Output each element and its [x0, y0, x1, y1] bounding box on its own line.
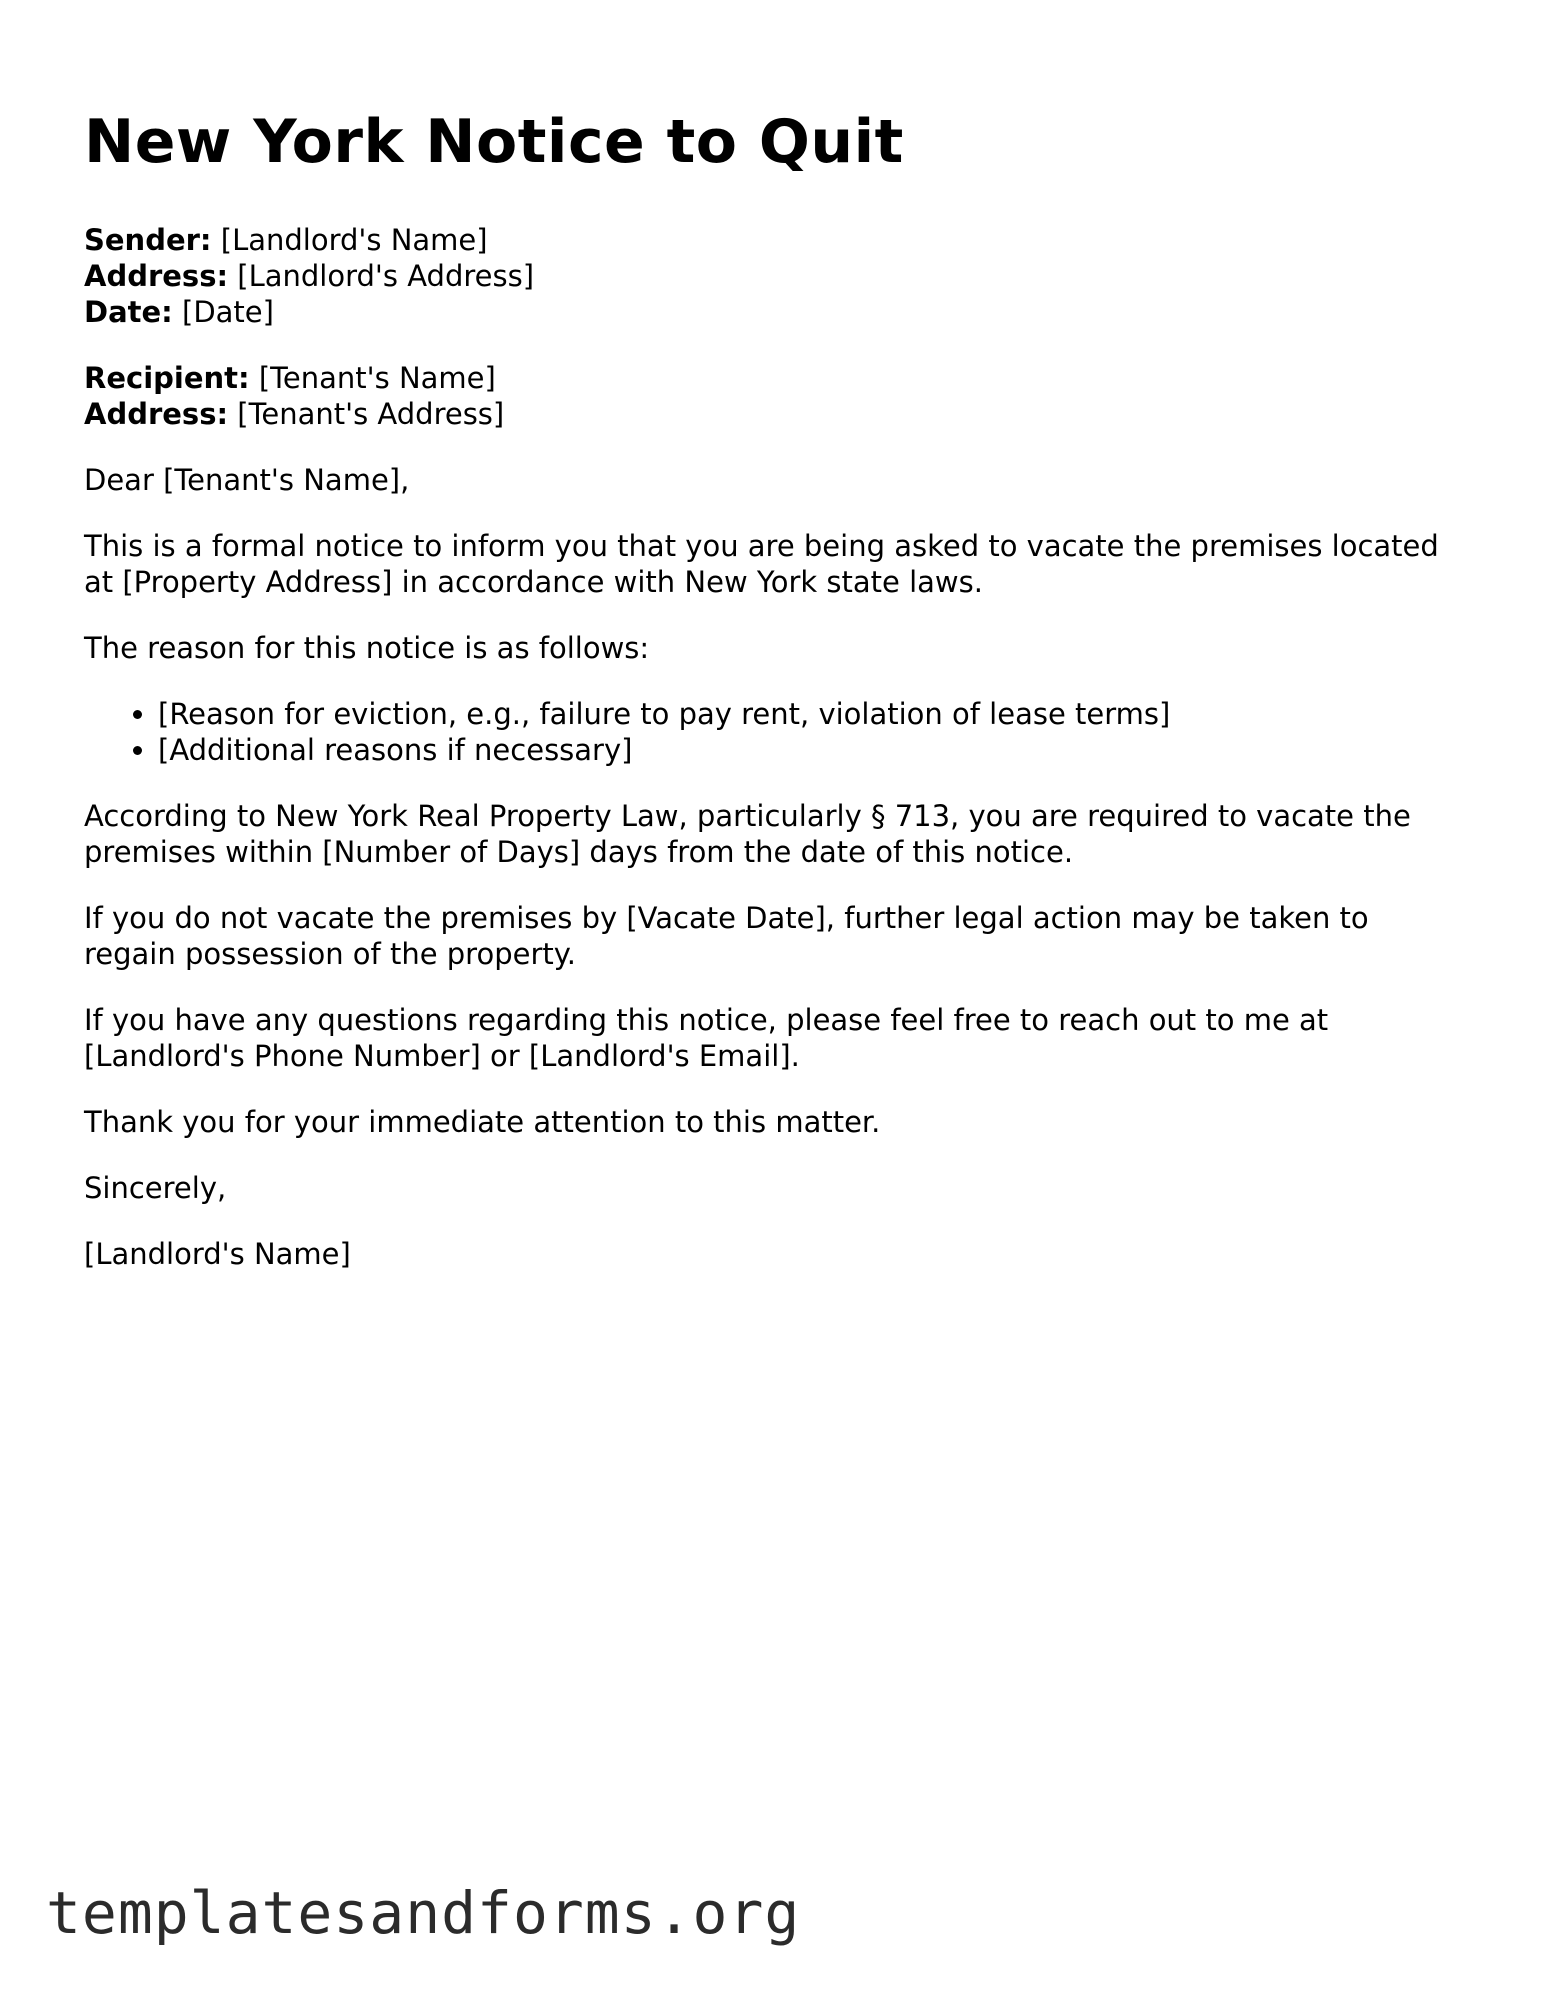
thanks-paragraph: Thank you for your immediate attention to this matter. — [84, 1105, 881, 1139]
sender-line — [84, 222, 1464, 258]
sender-address-line — [84, 258, 1464, 294]
contact-paragraph: If you have any questions regarding this notice, please feel free to reach out to me at [Landlord's Phone Number] or [Landlord's Email]. — [84, 1003, 1329, 1073]
recipient-label: Recipient: — [84, 361, 250, 395]
sender-value: [Landlord's Name] — [220, 223, 488, 257]
reasons-list — [84, 696, 1464, 768]
recipient-block — [84, 360, 1464, 432]
sender-label: Sender: — [84, 223, 212, 257]
consequence-paragraph: If you do not vacate the premises by [Vacate Date], further legal action may be taken to regain possession of the property. — [84, 901, 1369, 971]
recipient-address-line — [84, 396, 1464, 432]
date-value: [Date] — [182, 295, 274, 329]
recipient-line — [84, 360, 1464, 396]
date-line — [84, 294, 1464, 330]
signature: [Landlord's Name] — [84, 1237, 351, 1271]
document-title: New York Notice to Quit — [84, 107, 904, 177]
reason-item: • [Reason for eviction, e.g., failure to pay rent, violation of lease terms] — [158, 696, 1464, 732]
date-label: Date: — [84, 295, 173, 329]
salutation: Dear [Tenant's Name], — [84, 463, 410, 497]
recipient-address-value: [Tenant's Address] — [237, 397, 505, 431]
notice-document — [84, 100, 1464, 1272]
sender-address-value: [Landlord's Address] — [237, 259, 535, 293]
closing: Sincerely, — [84, 1171, 227, 1205]
recipient-address-label: Address: — [84, 397, 229, 431]
sender-block — [84, 222, 1464, 330]
reason-intro-paragraph: The reason for this notice is as follows: — [84, 631, 650, 665]
reason-item: • [Additional reasons if necessary] — [158, 732, 1464, 768]
sender-address-label: Address: — [84, 259, 229, 293]
footer-brand-watermark: templatesandforms.org — [46, 1879, 801, 1947]
intro-paragraph: This is a formal notice to inform you that you are being asked to vacate the premises located at [Property Address] in accordance with New York state laws. — [84, 529, 1439, 599]
recipient-value: [Tenant's Name] — [258, 361, 496, 395]
legal-basis-paragraph: According to New York Real Property Law, particularly § 713, you are required to vacate the premises within [Number of Days] days from the date of this notice. — [84, 799, 1411, 869]
